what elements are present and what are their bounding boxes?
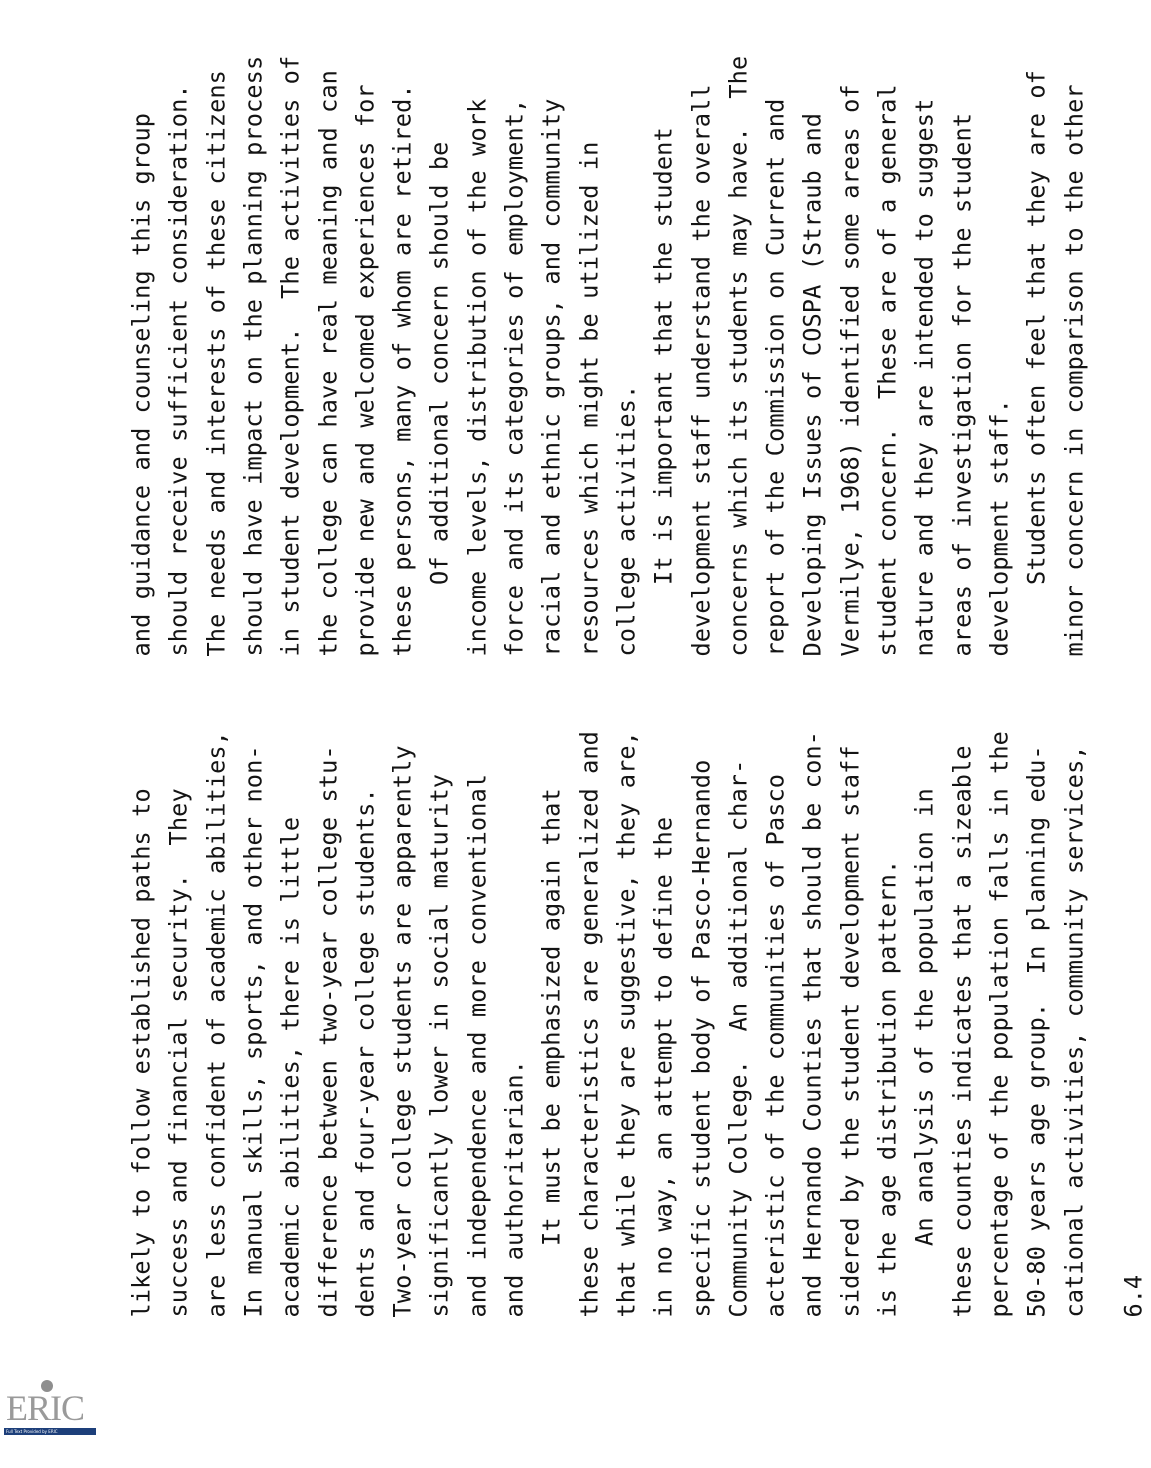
- eric-logo: [0, 1380, 105, 1440]
- left-line: It must be emphasized again that: [537, 787, 566, 1317]
- right-line: The needs and interests of these citizens: [201, 69, 230, 656]
- right-line: student concern. These are of a general: [873, 83, 901, 656]
- right-line: Developing Issues of COSPA (Straub and: [798, 112, 827, 656]
- left-line: these counties indicates that a sizeable: [947, 744, 976, 1317]
- right-line: Vermilye, 1968) identified some areas of: [835, 83, 864, 656]
- left-line: difference between two-year college stu-: [313, 744, 342, 1317]
- right-line: should receive sufficient consideration.: [164, 83, 193, 656]
- page-number: 6.4: [1119, 1274, 1148, 1317]
- left-line: and authoritarian.: [500, 1059, 528, 1317]
- right-line: these persons, many of whom are retired.: [388, 83, 417, 656]
- left-line: percentage of the population falls in the: [984, 730, 1013, 1317]
- right-line: minor concern in comparison to the other: [1059, 83, 1088, 656]
- right-line: nature and they are intended to suggest: [910, 98, 939, 656]
- right-line: racial and ethnic groups, and community: [537, 98, 566, 656]
- right-line: provide new and welcomed experiences for: [350, 83, 379, 656]
- left-line: significantly lower in social maturity: [425, 773, 454, 1317]
- left-line: these characteristics are generalized and: [574, 730, 603, 1317]
- eric-logo-text: ERIC: [6, 1388, 85, 1428]
- left-line: are less confident of academic abilities,: [201, 730, 230, 1317]
- right-line: It is important that the student: [649, 126, 678, 656]
- left-line: specific student body of Pasco-Hernando: [686, 759, 715, 1317]
- right-line: college activities.: [611, 384, 640, 656]
- left-line: that while they are suggestive, they are,: [611, 730, 640, 1317]
- right-line: and guidance and counseling this group: [127, 112, 155, 656]
- right-line: concerns which its students may have. The: [723, 55, 752, 656]
- right-line: income levels, distribution of the work: [462, 98, 491, 656]
- left-line: success and financial security. They: [164, 787, 193, 1317]
- left-line: likely to follow established paths to: [127, 787, 155, 1317]
- right-line: report of the Commission on Current and: [761, 98, 790, 656]
- left-line: In manual skills, sports, and other non-: [238, 744, 267, 1317]
- right-line: force and its categories of employment,: [500, 98, 528, 656]
- right-line: should have impact on the planning process: [238, 55, 267, 656]
- left-line: acteristic of the communities of Pasco: [761, 773, 790, 1317]
- left-line: cational activities, community services,: [1059, 744, 1088, 1317]
- right-line: in student development. The activities of: [276, 55, 305, 656]
- left-line: sidered by the student development staff: [835, 744, 864, 1317]
- left-line: in no way, an attempt to define the: [649, 816, 678, 1317]
- right-line: Students often feel that they are of: [1022, 69, 1051, 656]
- right-line: development staff.: [984, 398, 1013, 656]
- eric-logo-tagline: Full Text Provided by ERIC: [4, 1428, 96, 1435]
- right-line: areas of investigation for the student: [947, 112, 976, 656]
- left-line: Community College. An additional char-: [723, 759, 752, 1317]
- right-line: the college can have real meaning and can: [313, 69, 342, 656]
- left-line: academic abilities, there is little: [276, 816, 305, 1317]
- left-line: dents and four-year college students.: [350, 787, 379, 1317]
- left-line: and independence and more conventional: [462, 773, 491, 1317]
- left-line: 50-80 years age group. In planning edu-: [1022, 744, 1051, 1317]
- right-line: Of additional concern should be: [425, 141, 454, 656]
- left-line: An analysis of the population in: [910, 787, 939, 1317]
- right-line: resources which might be utilized in: [574, 141, 603, 656]
- left-line: is the age distribution pattern.: [873, 859, 901, 1317]
- left-line: Two-year college students are apparently: [388, 744, 417, 1317]
- right-line: development staff understand the overall: [686, 83, 715, 656]
- left-line: and Hernando Counties that should be con-: [798, 730, 827, 1317]
